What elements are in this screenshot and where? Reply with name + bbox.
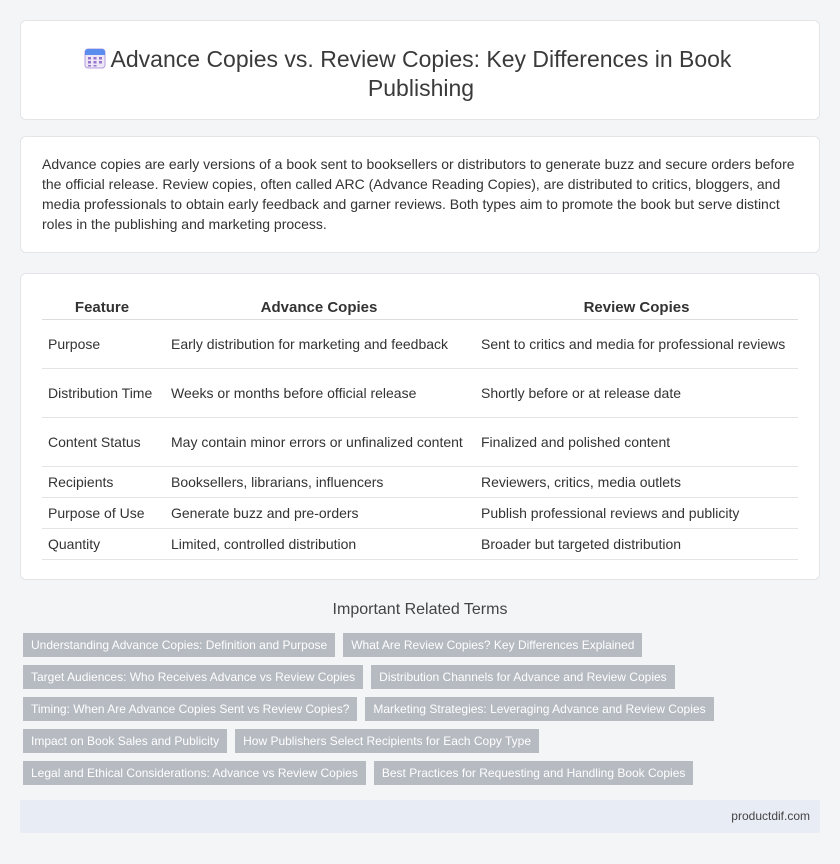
cell-feature: Content Status — [42, 418, 162, 467]
comparison-table — [42, 297, 798, 560]
table-row — [42, 320, 798, 369]
related-term-tag[interactable]: How Publishers Select Recipients for Each Copy Type — [235, 729, 539, 753]
footer-site-link[interactable]: productdif.com — [731, 809, 810, 823]
header-card — [20, 20, 820, 120]
table-row — [42, 529, 798, 560]
comparison-card — [20, 273, 820, 580]
page-title — [21, 45, 821, 103]
cell-review: Finalized and polished content — [473, 418, 798, 467]
related-term-tag[interactable]: Understanding Advance Copies: Definition and Purpose — [23, 633, 335, 657]
cell-review: Publish professional reviews and publicity — [473, 498, 798, 529]
intro-text: Advance copies are early versions of a book sent to booksellers or distributors to generate buzz and secure orders before the official release. Review copies, often called ARC (Advance Reading Copies), are distributed to critics, bloggers, and media professionals to obtain early feedback and garner reviews. Both types aim to promote the book but serve distinct roles in the publishing and marketing process. — [42, 156, 795, 232]
page-title-line1: Advance Copies vs. Review Copies: Key Differences in Book — [110, 46, 732, 72]
cell-review: Reviewers, critics, media outlets — [473, 467, 798, 498]
cell-review: Sent to critics and media for professional reviews — [473, 320, 798, 369]
related-term-tag[interactable]: What Are Review Copies? Key Differences Explained — [343, 633, 642, 657]
related-term-tag[interactable]: Marketing Strategies: Leveraging Advance and Review Copies — [365, 697, 713, 721]
cell-feature: Distribution Time — [42, 369, 162, 418]
cell-advance: May contain minor errors or unfinalized content — [162, 418, 473, 467]
related-term-tag[interactable]: Timing: When Are Advance Copies Sent vs Review Copies? — [23, 697, 357, 721]
cell-feature: Quantity — [42, 529, 162, 560]
cell-feature: Recipients — [42, 467, 162, 498]
table-row — [42, 467, 798, 498]
related-term-tag[interactable]: Distribution Channels for Advance and Review Copies — [371, 665, 675, 689]
footer — [20, 800, 820, 833]
table-row — [42, 498, 798, 529]
cell-feature: Purpose of Use — [42, 498, 162, 529]
related-term-tag[interactable]: Best Practices for Requesting and Handling Book Copies — [374, 761, 694, 785]
table-row — [42, 369, 798, 418]
table-row — [42, 418, 798, 467]
intro-card — [20, 136, 820, 253]
related-terms-heading: Important Related Terms — [332, 601, 508, 618]
cell-advance: Booksellers, librarians, influencers — [162, 467, 473, 498]
cell-advance: Early distribution for marketing and feedback — [162, 320, 473, 369]
header-advance-copies: Advance Copies — [162, 297, 473, 320]
header-review-copies: Review Copies — [473, 297, 798, 320]
related-term-tag[interactable]: Impact on Book Sales and Publicity — [23, 729, 227, 753]
related-term-tag[interactable]: Legal and Ethical Considerations: Advance vs Review Copies — [23, 761, 366, 785]
cell-review: Shortly before or at release date — [473, 369, 798, 418]
related-term-tag[interactable]: Target Audiences: Who Receives Advance vs Review Copies — [23, 665, 363, 689]
page-title-line2: Publishing — [367, 75, 475, 101]
cell-feature: Purpose — [42, 320, 162, 369]
cell-review: Broader but targeted distribution — [473, 529, 798, 560]
related-terms-list — [23, 633, 823, 793]
cell-advance: Generate buzz and pre-orders — [162, 498, 473, 529]
cell-advance: Limited, controlled distribution — [162, 529, 473, 560]
header-feature: Feature — [42, 297, 162, 320]
cell-advance: Weeks or months before official release — [162, 369, 473, 418]
